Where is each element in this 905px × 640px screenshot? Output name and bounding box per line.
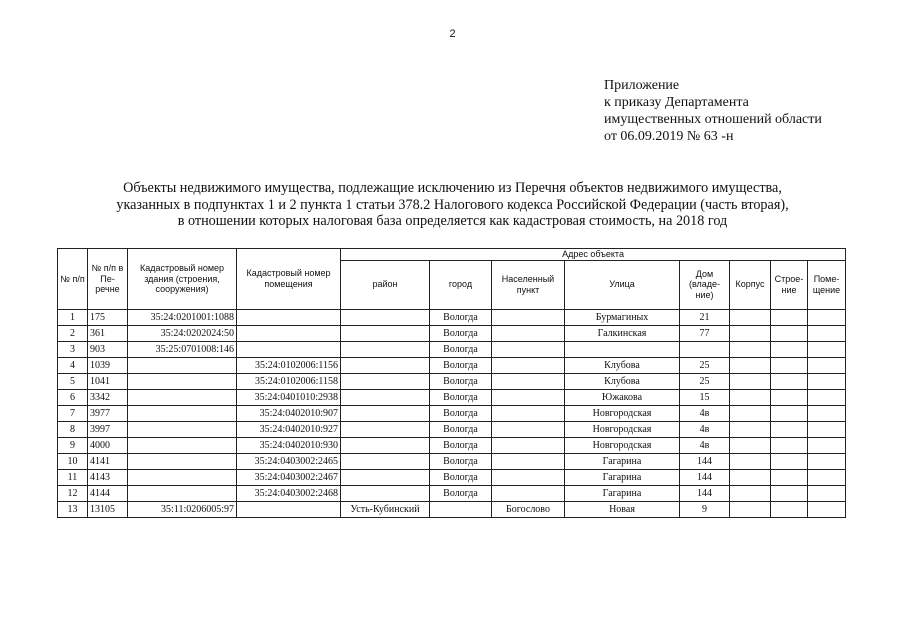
cell-structure <box>771 373 808 389</box>
cell-room-cad: 35:24:0402010:927 <box>237 421 341 437</box>
cell-settlement <box>492 357 565 373</box>
cell-district <box>341 357 430 373</box>
cell-house: 15 <box>680 389 730 405</box>
cell-settlement <box>492 437 565 453</box>
cell-house: 25 <box>680 357 730 373</box>
cell-settlement <box>492 405 565 421</box>
cell-house: 9 <box>680 501 730 517</box>
cell-num: 5 <box>58 373 88 389</box>
cell-house: 4в <box>680 437 730 453</box>
cell-settlement <box>492 373 565 389</box>
cell-room <box>808 437 846 453</box>
cell-list-num: 903 <box>88 341 128 357</box>
cell-city: Вологда <box>430 485 492 501</box>
cell-district <box>341 485 430 501</box>
cell-structure <box>771 437 808 453</box>
cell-block <box>730 373 771 389</box>
cell-building-cad: 35:11:0206005:97 <box>128 501 237 517</box>
cell-structure <box>771 389 808 405</box>
header-room-cadastral: Кадастровый номер помещения <box>237 249 341 310</box>
cell-room-cad: 35:24:0402010:907 <box>237 405 341 421</box>
cell-city: Вологда <box>430 405 492 421</box>
cell-city <box>430 501 492 517</box>
cell-list-num: 361 <box>88 325 128 341</box>
cell-structure <box>771 453 808 469</box>
cell-room-cad: 35:24:0102006:1156 <box>237 357 341 373</box>
cell-building-cad <box>128 405 237 421</box>
table-body <box>58 309 846 517</box>
cell-list-num: 13105 <box>88 501 128 517</box>
cell-list-num: 1041 <box>88 373 128 389</box>
cell-district <box>341 421 430 437</box>
cell-district <box>341 389 430 405</box>
cell-num: 10 <box>58 453 88 469</box>
cell-num: 13 <box>58 501 88 517</box>
cell-room-cad <box>237 309 341 325</box>
cell-settlement <box>492 341 565 357</box>
cell-house: 144 <box>680 453 730 469</box>
cell-num: 11 <box>58 469 88 485</box>
table-row <box>58 469 846 485</box>
cell-house: 144 <box>680 485 730 501</box>
table-row <box>58 501 846 517</box>
cell-city: Вологда <box>430 373 492 389</box>
cell-city: Вологда <box>430 341 492 357</box>
cell-list-num: 4143 <box>88 469 128 485</box>
cell-num: 1 <box>58 309 88 325</box>
cell-building-cad: 35:25:0701008:146 <box>128 341 237 357</box>
title-line: Объекты недвижимого имущества, подлежащие исключению из Перечня объектов недвижимого имущества, <box>123 180 782 196</box>
cell-structure <box>771 325 808 341</box>
cell-block <box>730 469 771 485</box>
objects-table <box>57 248 846 518</box>
cell-room-cad: 35:24:0402010:930 <box>237 437 341 453</box>
cell-block <box>730 485 771 501</box>
cell-structure <box>771 357 808 373</box>
cell-settlement <box>492 389 565 405</box>
cell-district <box>341 405 430 421</box>
table-row <box>58 309 846 325</box>
table-row <box>58 357 846 373</box>
cell-num: 7 <box>58 405 88 421</box>
cell-city: Вологда <box>430 389 492 405</box>
cell-street: Гагарина <box>565 469 680 485</box>
cell-settlement: Богослово <box>492 501 565 517</box>
cell-city: Вологда <box>430 309 492 325</box>
cell-room <box>808 469 846 485</box>
cell-room-cad: 35:24:0403002:2468 <box>237 485 341 501</box>
cell-room-cad <box>237 341 341 357</box>
cell-block <box>730 501 771 517</box>
cell-house: 21 <box>680 309 730 325</box>
cell-district <box>341 373 430 389</box>
cell-list-num: 175 <box>88 309 128 325</box>
table-row <box>58 485 846 501</box>
cell-settlement <box>492 453 565 469</box>
header-num: № п/п <box>58 249 88 310</box>
cell-list-num: 1039 <box>88 357 128 373</box>
cell-room-cad <box>237 325 341 341</box>
cell-district: Усть-Кубинский <box>341 501 430 517</box>
cell-list-num: 3977 <box>88 405 128 421</box>
header-address-group: Адрес объекта <box>341 249 846 261</box>
cell-room <box>808 389 846 405</box>
cell-list-num: 4144 <box>88 485 128 501</box>
header-building-cadastral: Кадастровый номер здания (строения, сооружения) <box>128 249 237 310</box>
cell-street: Южакова <box>565 389 680 405</box>
cell-street: Клубова <box>565 373 680 389</box>
cell-room-cad: 35:24:0102006:1158 <box>237 373 341 389</box>
cell-room <box>808 453 846 469</box>
cell-num: 2 <box>58 325 88 341</box>
cell-room <box>808 325 846 341</box>
cell-block <box>730 421 771 437</box>
cell-settlement <box>492 309 565 325</box>
cell-block <box>730 453 771 469</box>
cell-city: Вологда <box>430 325 492 341</box>
cell-building-cad <box>128 437 237 453</box>
cell-street: Галкинская <box>565 325 680 341</box>
title-line: в отношении которых налоговая база определяется как кадастровая стоимость, на 2018 год <box>177 213 728 229</box>
cell-city: Вологда <box>430 453 492 469</box>
cell-building-cad: 35:24:0202024:50 <box>128 325 237 341</box>
cell-street: Новая <box>565 501 680 517</box>
cell-building-cad <box>128 357 237 373</box>
cell-building-cad <box>128 453 237 469</box>
cell-structure <box>771 341 808 357</box>
header-house: Дом (владение) <box>680 260 730 309</box>
table-row <box>58 373 846 389</box>
cell-building-cad <box>128 389 237 405</box>
table-row <box>58 421 846 437</box>
cell-settlement <box>492 421 565 437</box>
cell-house: 4в <box>680 421 730 437</box>
appendix-line: к приказу Департамента <box>604 95 749 110</box>
cell-room <box>808 357 846 373</box>
cell-structure <box>771 309 808 325</box>
cell-district <box>341 437 430 453</box>
cell-city: Вологда <box>430 357 492 373</box>
cell-room <box>808 421 846 437</box>
cell-list-num: 4000 <box>88 437 128 453</box>
cell-street: Новгородская <box>565 405 680 421</box>
cell-num: 4 <box>58 357 88 373</box>
cell-room <box>808 485 846 501</box>
appendix-line: от 06.09.2019 № 63 -н <box>604 129 734 144</box>
appendix-line: Приложение <box>604 78 680 93</box>
cell-list-num: 4141 <box>88 453 128 469</box>
cell-street: Бурмагиных <box>565 309 680 325</box>
cell-num: 3 <box>58 341 88 357</box>
cell-settlement <box>492 485 565 501</box>
cell-structure <box>771 421 808 437</box>
document-title <box>40 180 865 230</box>
header-room: Помещение <box>808 260 846 309</box>
cell-street <box>565 341 680 357</box>
cell-settlement <box>492 325 565 341</box>
table-row <box>58 341 846 357</box>
cell-room <box>808 373 846 389</box>
cell-room-cad: 35:24:0403002:2467 <box>237 469 341 485</box>
cell-district <box>341 325 430 341</box>
page-number: 2 <box>449 28 456 40</box>
table-row <box>58 325 846 341</box>
cell-room <box>808 405 846 421</box>
cell-num: 12 <box>58 485 88 501</box>
cell-district <box>341 341 430 357</box>
cell-room-cad: 35:24:0403002:2465 <box>237 453 341 469</box>
cell-block <box>730 357 771 373</box>
cell-district <box>341 309 430 325</box>
cell-settlement <box>492 469 565 485</box>
cell-block <box>730 405 771 421</box>
cell-city: Вологда <box>430 469 492 485</box>
table-row <box>58 389 846 405</box>
appendix-line: имущественных отношений области <box>604 112 822 127</box>
header-list-num: № п/п в Перечне <box>88 249 128 310</box>
cell-block <box>730 389 771 405</box>
cell-list-num: 3997 <box>88 421 128 437</box>
cell-structure <box>771 405 808 421</box>
header-district: район <box>341 260 430 309</box>
cell-block <box>730 325 771 341</box>
header-block: Корпус <box>730 260 771 309</box>
cell-house: 4в <box>680 405 730 421</box>
cell-block <box>730 341 771 357</box>
header-settlement: Населенный пункт <box>492 260 565 309</box>
cell-structure <box>771 485 808 501</box>
cell-building-cad <box>128 485 237 501</box>
cell-room <box>808 501 846 517</box>
cell-district <box>341 453 430 469</box>
cell-house: 144 <box>680 469 730 485</box>
cell-num: 9 <box>58 437 88 453</box>
cell-room <box>808 341 846 357</box>
cell-building-cad <box>128 373 237 389</box>
cell-room-cad: 35:24:0401010:2938 <box>237 389 341 405</box>
appendix-block <box>604 77 894 145</box>
table-row <box>58 405 846 421</box>
title-line: указанных в подпунктах 1 и 2 пункта 1 статьи 378.2 Налогового кодекса Российской Федерации (часть вторая), <box>116 196 789 213</box>
cell-block <box>730 437 771 453</box>
cell-building-cad <box>128 421 237 437</box>
cell-street: Гагарина <box>565 453 680 469</box>
cell-city: Вологда <box>430 437 492 453</box>
cell-house: 25 <box>680 373 730 389</box>
cell-street: Новгородская <box>565 437 680 453</box>
cell-structure <box>771 501 808 517</box>
header-street: Улица <box>565 260 680 309</box>
cell-street: Гагарина <box>565 485 680 501</box>
cell-structure <box>771 469 808 485</box>
header-city: город <box>430 260 492 309</box>
cell-building-cad: 35:24:0201001:1088 <box>128 309 237 325</box>
cell-room <box>808 309 846 325</box>
cell-list-num: 3342 <box>88 389 128 405</box>
table-row <box>58 453 846 469</box>
cell-room-cad <box>237 501 341 517</box>
cell-district <box>341 469 430 485</box>
cell-num: 8 <box>58 421 88 437</box>
cell-num: 6 <box>58 389 88 405</box>
cell-city: Вологда <box>430 421 492 437</box>
cell-street: Новгородская <box>565 421 680 437</box>
cell-building-cad <box>128 469 237 485</box>
cell-street: Клубова <box>565 357 680 373</box>
header-structure: Строение <box>771 260 808 309</box>
table-row <box>58 437 846 453</box>
cell-house: 77 <box>680 325 730 341</box>
cell-block <box>730 309 771 325</box>
cell-house <box>680 341 730 357</box>
